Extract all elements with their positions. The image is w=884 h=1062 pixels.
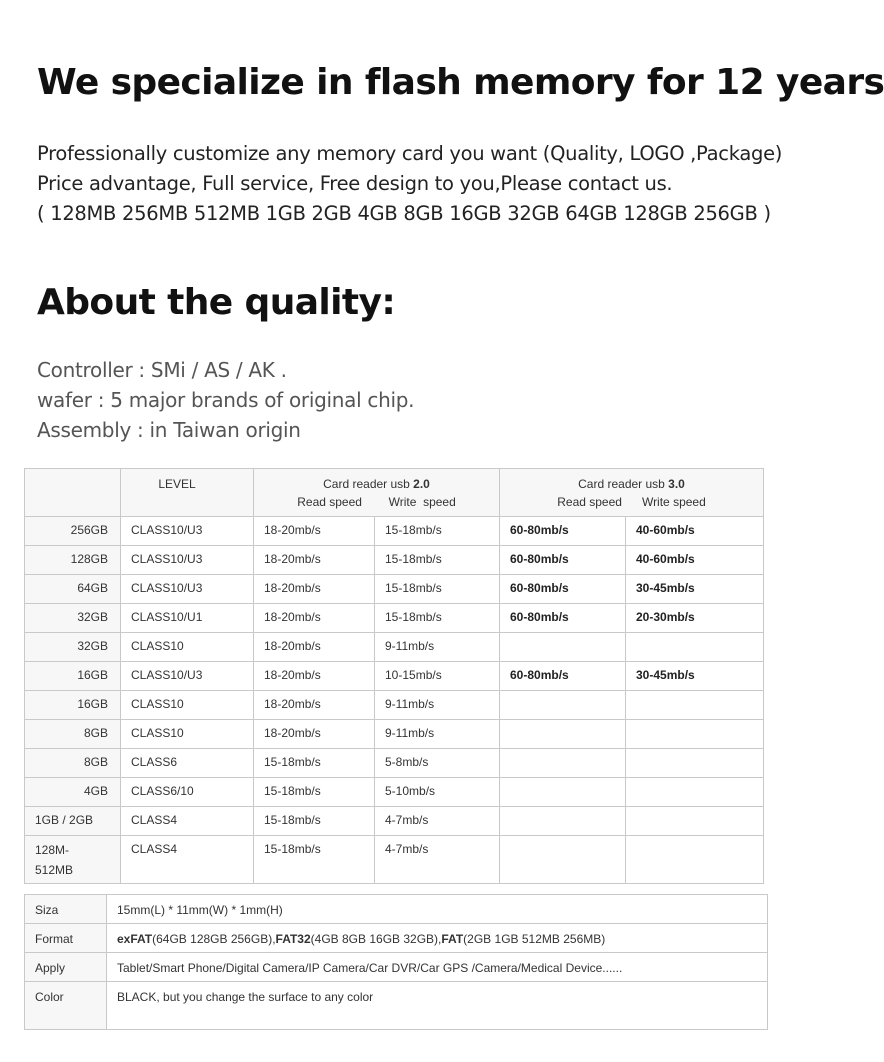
usb3-write-cell: 30-45mb/s	[626, 575, 764, 604]
table-row	[25, 546, 764, 575]
usb3-read-cell	[500, 691, 626, 720]
usb2-version: 2.0	[413, 477, 430, 491]
usb2-read-cell: 18-20mb/s	[254, 720, 375, 749]
wafer-line: wafer : 5 major brands of original chip.	[37, 388, 415, 412]
table-row	[25, 662, 764, 691]
speed-table-header	[25, 469, 764, 517]
usb2-read-cell: 15-18mb/s	[254, 807, 375, 836]
spec-row-color	[25, 982, 768, 1030]
level-cell: CLASS10	[121, 633, 254, 662]
spec-row-apply	[25, 953, 768, 982]
capacity-cell: 32GB	[25, 633, 121, 662]
usb3-read-cell: 60-80mb/s	[500, 604, 626, 633]
usb2-read-cell: 18-20mb/s	[254, 517, 375, 546]
usb3-read-cell: 60-80mb/s	[500, 662, 626, 691]
level-cell: CLASS10/U3	[121, 575, 254, 604]
table-row	[25, 633, 764, 662]
usb2-write-cell: 9-11mb/s	[375, 691, 500, 720]
capacity-cell: 1GB / 2GB	[25, 807, 121, 836]
usb2-title	[264, 477, 489, 491]
usb2-write-cell: 9-11mb/s	[375, 633, 500, 662]
assembly-line: Assembly : in Taiwan origin	[37, 418, 301, 442]
usb3-read-cell	[500, 720, 626, 749]
usb3-read-cell	[500, 778, 626, 807]
table-row	[25, 604, 764, 633]
usb3-write-cell: 30-45mb/s	[626, 662, 764, 691]
usb2-write-cell: 10-15mb/s	[375, 662, 500, 691]
capacity-cell: 128M- 512MB	[25, 836, 121, 884]
level-cell: CLASS6	[121, 749, 254, 778]
fat32-sizes: (4GB 8GB 16GB 32GB),	[310, 932, 442, 946]
capacity-cell: 4GB	[25, 778, 121, 807]
usb3-write-cell	[626, 778, 764, 807]
usb3-read-cell: 60-80mb/s	[500, 517, 626, 546]
table-row	[25, 836, 764, 884]
table-row	[25, 575, 764, 604]
table-row	[25, 749, 764, 778]
capacity-cell: 8GB	[25, 749, 121, 778]
level-cell: CLASS4	[121, 807, 254, 836]
usb3-version: 3.0	[668, 477, 685, 491]
usb3-write-cell	[626, 807, 764, 836]
level-cell: CLASS10/U3	[121, 546, 254, 575]
usb2-read-cell: 18-20mb/s	[254, 546, 375, 575]
usb2-title-text: Card reader usb	[323, 477, 414, 491]
table-row	[25, 720, 764, 749]
usb3-read-cell	[500, 807, 626, 836]
spec-row-format	[25, 924, 768, 953]
level-cell: CLASS6/10	[121, 778, 254, 807]
apply-key: Apply	[25, 953, 107, 982]
spec-row-size	[25, 895, 768, 924]
size-key: Siza	[25, 895, 107, 924]
usb2-read-cell: 15-18mb/s	[254, 836, 375, 884]
apply-value: Tablet/Smart Phone/Digital Camera/IP Camera/Car DVR/Car GPS /Camera/Medical Device......	[107, 953, 768, 982]
usb2-subheader: Read speed Write speed	[297, 495, 456, 509]
capacity-cell: 16GB	[25, 691, 121, 720]
level-cell: CLASS10	[121, 691, 254, 720]
usb3-write-cell	[626, 691, 764, 720]
capacity-cell: 64GB	[25, 575, 121, 604]
level-cell: CLASS10	[121, 720, 254, 749]
controller-line: Controller : SMi / AS / AK .	[37, 358, 287, 382]
level-cell: CLASS10/U3	[121, 517, 254, 546]
usb3-write-cell	[626, 749, 764, 778]
usb3-read-cell	[500, 633, 626, 662]
usb2-header	[254, 469, 500, 517]
capacity-cell: 8GB	[25, 720, 121, 749]
quality-heading: About the quality:	[37, 282, 396, 323]
format-value	[107, 924, 768, 953]
usb3-write-cell	[626, 720, 764, 749]
usb2-read-cell: 18-20mb/s	[254, 691, 375, 720]
exfat-sizes: (64GB 128GB 256GB),	[152, 932, 276, 946]
capacity-cell: 128GB	[25, 546, 121, 575]
usb2-read-cell: 15-18mb/s	[254, 778, 375, 807]
table-row	[25, 517, 764, 546]
usb2-write-cell: 15-18mb/s	[375, 575, 500, 604]
usb2-read-cell: 18-20mb/s	[254, 575, 375, 604]
table-row	[25, 691, 764, 720]
usb2-write-cell: 15-18mb/s	[375, 546, 500, 575]
usb2-read-cell: 15-18mb/s	[254, 749, 375, 778]
fat32-label: FAT32	[275, 932, 311, 946]
usb3-read-cell	[500, 836, 626, 884]
intro-line: Price advantage, Full service, Free design to you,Please contact us.	[37, 172, 673, 195]
level-cell: CLASS10/U1	[121, 604, 254, 633]
exfat-label: exFAT	[117, 932, 153, 946]
usb2-write-cell: 15-18mb/s	[375, 517, 500, 546]
usb2-read-cell: 18-20mb/s	[254, 633, 375, 662]
capacity-header-cell	[25, 469, 121, 517]
usb2-write-cell: 5-8mb/s	[375, 749, 500, 778]
usb2-write-cell: 5-10mb/s	[375, 778, 500, 807]
level-cell: CLASS4	[121, 836, 254, 884]
usb2-write-cell: 9-11mb/s	[375, 720, 500, 749]
size-value: 15mm(L) * 11mm(W) * 1mm(H)	[107, 895, 768, 924]
usb3-write-cell: 40-60mb/s	[626, 517, 764, 546]
usb2-write-cell: 4-7mb/s	[375, 836, 500, 884]
intro-line: Professionally customize any memory card you want (Quality, LOGO ,Package)	[37, 142, 783, 165]
fat-sizes: (2GB 1GB 512MB 256MB)	[463, 932, 606, 946]
spec-table	[24, 894, 768, 1030]
capacity-cell: 16GB	[25, 662, 121, 691]
usb3-header	[500, 469, 764, 517]
quality-text	[37, 355, 414, 445]
usb3-write-cell	[626, 633, 764, 662]
format-key: Format	[25, 924, 107, 953]
table-row	[25, 778, 764, 807]
usb3-write-cell	[626, 836, 764, 884]
usb3-title-text: Card reader usb	[578, 477, 669, 491]
speed-table	[24, 468, 764, 884]
usb2-read-cell: 18-20mb/s	[254, 604, 375, 633]
capacity-cell: 256GB	[25, 517, 121, 546]
usb2-write-cell: 15-18mb/s	[375, 604, 500, 633]
usb3-subheader: Read speed Write speed	[557, 495, 706, 509]
color-value: BLACK, but you change the surface to any color	[107, 982, 768, 1030]
usb3-write-cell: 40-60mb/s	[626, 546, 764, 575]
usb3-read-cell	[500, 749, 626, 778]
intro-text	[37, 139, 782, 229]
capacity-cell: 32GB	[25, 604, 121, 633]
usb2-read-cell: 18-20mb/s	[254, 662, 375, 691]
usb2-write-cell: 4-7mb/s	[375, 807, 500, 836]
color-key: Color	[25, 982, 107, 1030]
page-title: We specialize in flash memory for 12 years	[37, 62, 884, 103]
usb3-title	[510, 477, 753, 491]
usb3-write-cell: 20-30mb/s	[626, 604, 764, 633]
level-cell: CLASS10/U3	[121, 662, 254, 691]
fat-label: FAT	[441, 932, 464, 946]
level-header: LEVEL	[121, 469, 254, 517]
usb3-read-cell: 60-80mb/s	[500, 546, 626, 575]
table-row	[25, 807, 764, 836]
capacity-list: ( 128MB 256MB 512MB 1GB 2GB 4GB 8GB 16GB 32GB 64GB 128GB 256GB )	[37, 202, 771, 225]
usb3-read-cell: 60-80mb/s	[500, 575, 626, 604]
